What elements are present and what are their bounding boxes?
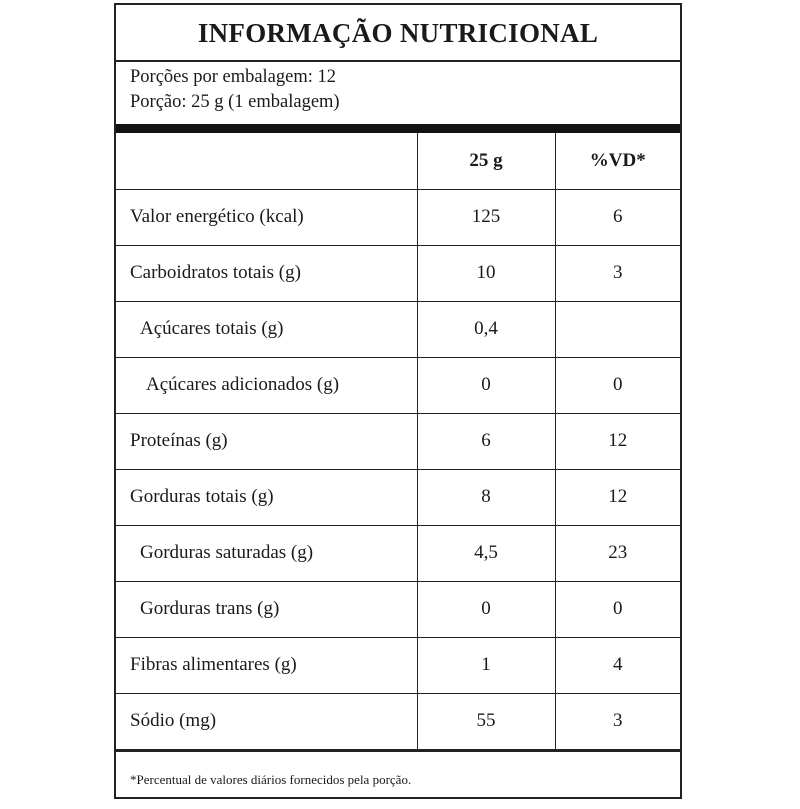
nutrient-amount: 4,5 [417,525,555,581]
table-row [116,413,680,469]
nutrient-amount: 0,4 [417,301,555,357]
nutrient-dv: 6 [555,189,680,245]
nutrient-amount: 55 [417,693,555,749]
nutrient-name: Açúcares adicionados (g) [116,357,417,413]
table-row [116,301,680,357]
nutrition-facts-label [114,3,682,799]
table-row [116,693,680,749]
table-row [116,245,680,301]
nutrient-name: Gorduras trans (g) [116,581,417,637]
nutrient-dv: 12 [555,413,680,469]
nutrient-dv: 3 [555,245,680,301]
nutrient-amount: 0 [417,357,555,413]
thick-divider [116,124,680,133]
table-row [116,357,680,413]
nutrient-dv: 4 [555,637,680,693]
nutrient-amount: 6 [417,413,555,469]
nutrient-name: Proteínas (g) [116,413,417,469]
label-title: INFORMAÇÃO NUTRICIONAL [116,5,680,62]
nutrition-table [116,133,680,750]
table-row [116,525,680,581]
nutrient-amount: 8 [417,469,555,525]
nutrient-name: Gorduras saturadas (g) [116,525,417,581]
portion-info [116,62,680,124]
footnote: *Percentual de valores diários fornecidos pela porção. [116,750,680,809]
table-row [116,189,680,245]
nutrient-dv: 3 [555,693,680,749]
header-dv: %VD* [555,133,680,189]
table-row [116,637,680,693]
table-header-row [116,133,680,189]
header-per-serving: 25 g [417,133,555,189]
table-row [116,581,680,637]
nutrient-dv: 23 [555,525,680,581]
nutrient-name: Açúcares totais (g) [116,301,417,357]
table-row [116,469,680,525]
nutrient-dv: 0 [555,581,680,637]
nutrient-name: Fibras alimentares (g) [116,637,417,693]
nutrient-amount: 1 [417,637,555,693]
nutrient-name: Carboidratos totais (g) [116,245,417,301]
nutrient-dv [555,301,680,357]
nutrient-name: Valor energético (kcal) [116,189,417,245]
nutrient-amount: 0 [417,581,555,637]
serving-size: Porção: 25 g (1 embalagem) [130,92,340,112]
servings-per-package: Porções por embalagem: 12 [130,67,337,87]
nutrient-dv: 0 [555,357,680,413]
nutrient-amount: 10 [417,245,555,301]
nutrient-amount: 125 [417,189,555,245]
nutrient-dv: 12 [555,469,680,525]
header-blank [116,133,417,189]
nutrient-name: Sódio (mg) [116,693,417,749]
nutrient-name: Gorduras totais (g) [116,469,417,525]
